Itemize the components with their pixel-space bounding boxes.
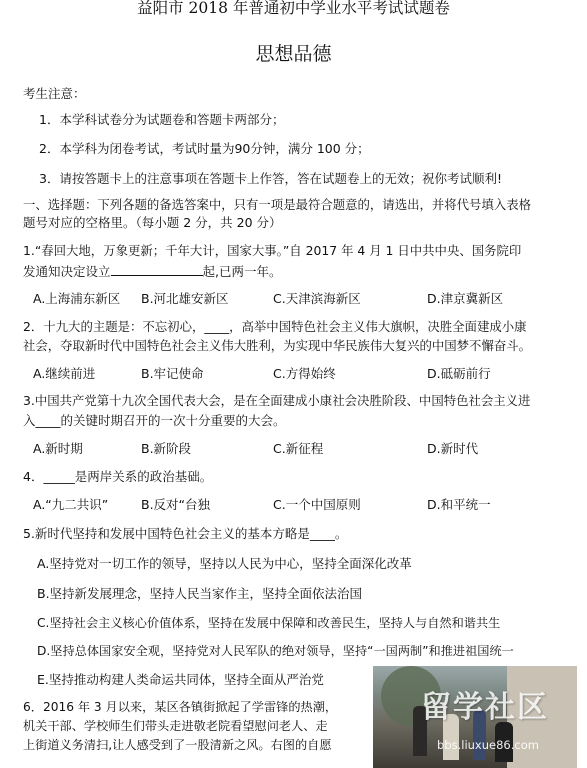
q4-option-d: D.和平统一 — [427, 497, 491, 512]
q4-option-a: A.“九二共识” — [33, 497, 109, 512]
q6-line2: 机关干部、学校师生们带头走进敬老院看望慰问老人、走 — [23, 719, 328, 733]
q4-option-c: C.一个中国原则 — [273, 497, 361, 512]
q3-option-d: D.新时代 — [427, 441, 479, 456]
q6-line3: 上街道义务清扫,让人感受到了一股清新之风。右图的自愿 — [23, 738, 332, 752]
notice-heading: 考生注意： — [23, 86, 86, 101]
q5-option-d: D.坚持总体国家安全观，坚持党对人民军队的绝对领导，坚持“一国两制”和推进祖国统一 — [37, 644, 514, 658]
q3-option-b: B.新阶段 — [141, 441, 192, 456]
q1-line2-post: 起,已两一年。 — [202, 264, 282, 279]
q1-option-c: C.天津滨海新区 — [273, 291, 361, 306]
watermark-text: 留学社区 — [421, 690, 549, 725]
q5-option-a: A.坚持党对一切工作的领导，坚持以人民为中心，坚持全面深化改革 — [37, 556, 412, 571]
notice-item-1: 1．本学科试卷分为试题卷和答题卡两部分； — [39, 112, 285, 127]
q1-line2-pre: 发通知决定设立 — [23, 264, 111, 279]
q4-option-b: B.反对“台独 — [141, 497, 211, 512]
q6-line1: 6．2016 年 3 月以来，某区各镇街掀起了学雷锋的热潮， — [23, 700, 338, 714]
q5-line1: 5.新时代坚持和发展中国特色社会主义的基本方略是____。 — [23, 526, 348, 541]
q5-option-b: B.坚持新发展理念，坚持人民当家作主，坚持全面依法治国 — [37, 586, 363, 601]
q1-line2 — [23, 263, 282, 280]
q1-answer-blank — [111, 263, 203, 276]
q2-line2: 社会，夺取新时代中国特色社会主义伟大胜利，为实现中华民族伟大复兴的中国梦不懈奋斗。 — [23, 338, 532, 353]
exam-title: 益阳市 2018 年普通初中学业水平考试试题卷 — [137, 0, 450, 17]
notice-item-2: 2．本学科为闭卷考试，考试时量为90分钟，满分 100 分； — [39, 141, 370, 156]
section1-line2: 题号对应的空格里。（每小题 2 分，共 20 分） — [23, 215, 282, 230]
notice-item-3: 3．请按答题卡上的注意事项在答题卡上作答，答在试题卷上的无效；祝你考试顺利! — [39, 171, 502, 186]
q1-option-a: A.上海浦东新区 — [33, 291, 121, 306]
q2-option-d: D.砥砺前行 — [427, 366, 491, 381]
q2-option-b: B.牢记使命 — [141, 366, 204, 381]
q2-line1: 2．十九大的主题是：不忘初心，____，高举中国特色社会主义伟大旗帜，决胜全面建成小康 — [23, 319, 527, 334]
q1-option-d: D.津京冀新区 — [427, 291, 504, 306]
q5-option-c: C.坚持社会主义核心价值体系，坚持在发展中保障和改善民生，坚持人与自然和谐共生 — [37, 616, 501, 630]
q4-line1: 4．_____是两岸关系的政治基础。 — [23, 469, 213, 484]
q1-option-b: B.河北雄安新区 — [141, 291, 229, 306]
q1-line1: 1.“春回大地，万象更新；千年大计，国家大事。”自 2017 年 4 月 1 日中共中央、国务院印 — [23, 243, 522, 258]
q2-option-c: C.方得始终 — [273, 366, 336, 381]
q5-option-e: E.坚持推动构建人类命运共同体，坚持全面从严治党 — [37, 672, 324, 687]
q3-option-c: C.新征程 — [273, 441, 324, 456]
q2-option-a: A.继续前进 — [33, 366, 96, 381]
q3-line1: 3.中国共产党第十九次全国代表大会，是在全面建成小康社会决胜阶段、中国特色社会主义进 — [23, 393, 531, 408]
q3-line2: 入____的关键时期召开的一次十分重要的大会。 — [23, 413, 286, 428]
q3-option-a: A.新时期 — [33, 441, 83, 456]
volunteer-photo — [373, 666, 577, 768]
subject-title: 思想品德 — [255, 43, 332, 65]
section1-line1: 一、选择题：下列各题的备选答案中，只有一项是最符合题意的，请选出，并将代号填入表格 — [23, 197, 532, 212]
watermark-url: bbs.liuxue86.com — [437, 738, 539, 752]
